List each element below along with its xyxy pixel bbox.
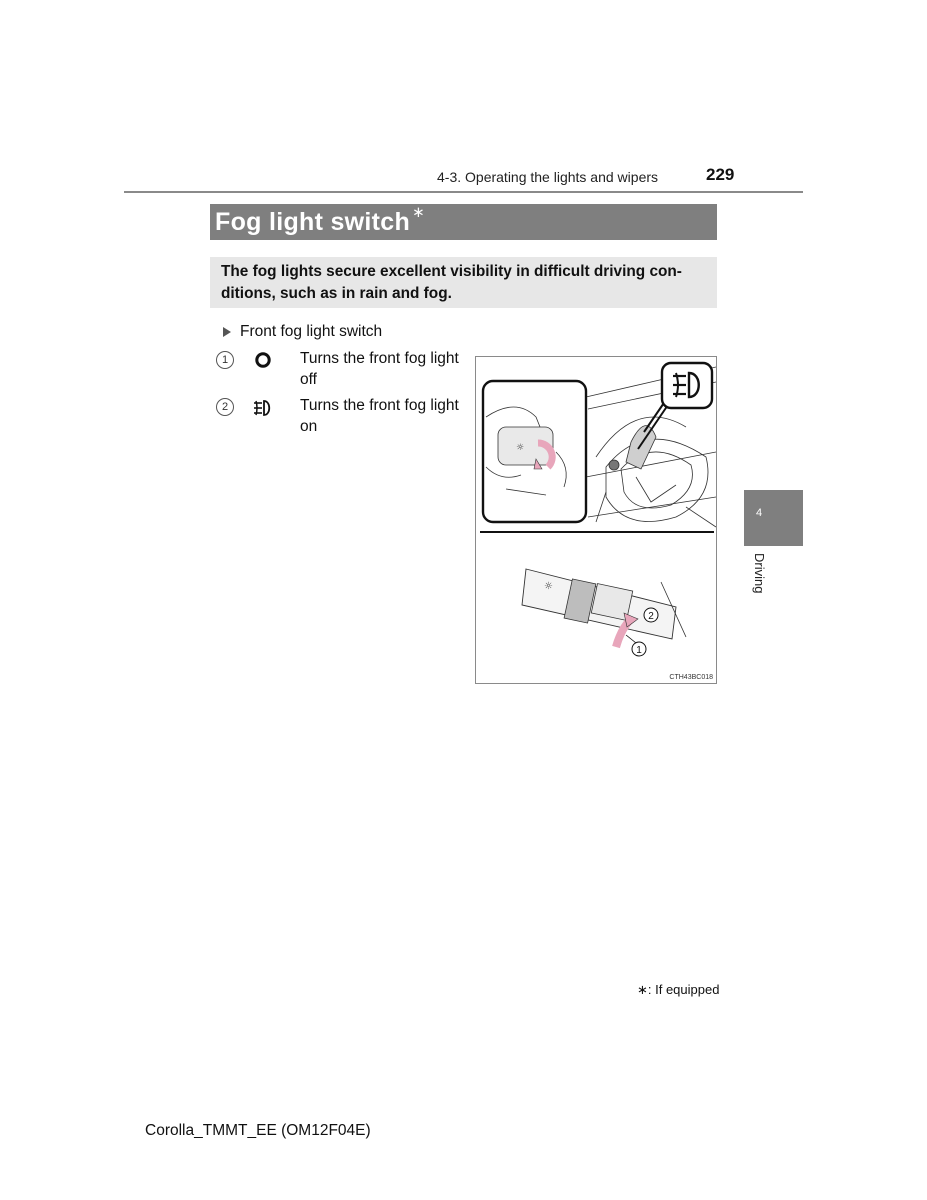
- item-text-2: Turns the front fog light on: [300, 397, 459, 435]
- chapter-label: Driving: [752, 553, 767, 594]
- svg-text:☼: ☼: [516, 443, 525, 453]
- header-divider: [124, 191, 803, 193]
- fog-light-off-icon: [254, 351, 272, 374]
- footnote: ∗: If equipped: [637, 982, 720, 997]
- figure-callout-2: 2: [648, 611, 654, 622]
- page-number: 229: [706, 165, 735, 184]
- front-fog-light-icon: [252, 398, 274, 423]
- figure-callout-1: 1: [636, 645, 642, 656]
- if-equipped-mark: ∗: [412, 204, 425, 221]
- subheading-text: Front fog light switch: [240, 323, 383, 340]
- triangle-bullet-icon: [223, 327, 231, 337]
- figure-illustration: [476, 357, 716, 683]
- footer-document-id: Corolla_TMMT_EE (OM12F04E): [145, 1122, 371, 1139]
- section-title-bar: [210, 204, 717, 240]
- chapter-number: 4: [756, 507, 763, 519]
- item-number-2: 2: [216, 398, 234, 416]
- subheading: [223, 323, 382, 341]
- item-number-1: 1: [216, 351, 234, 369]
- chapter-tab: [744, 490, 803, 546]
- section-title: Fog light switch: [215, 207, 411, 236]
- intro-box: The fog lights secure excellent visibility in difficult driving con-ditions, such as in rain and fog.: [210, 257, 717, 308]
- header-section-title: 4-3. Operating the lights and wipers: [437, 169, 659, 185]
- fog-light-switch-figure: [475, 356, 717, 684]
- figure-code: CTH43BC018: [669, 674, 713, 681]
- item-text-1: Turns the front fog light off: [300, 350, 459, 388]
- svg-text:☼: ☼: [544, 581, 553, 592]
